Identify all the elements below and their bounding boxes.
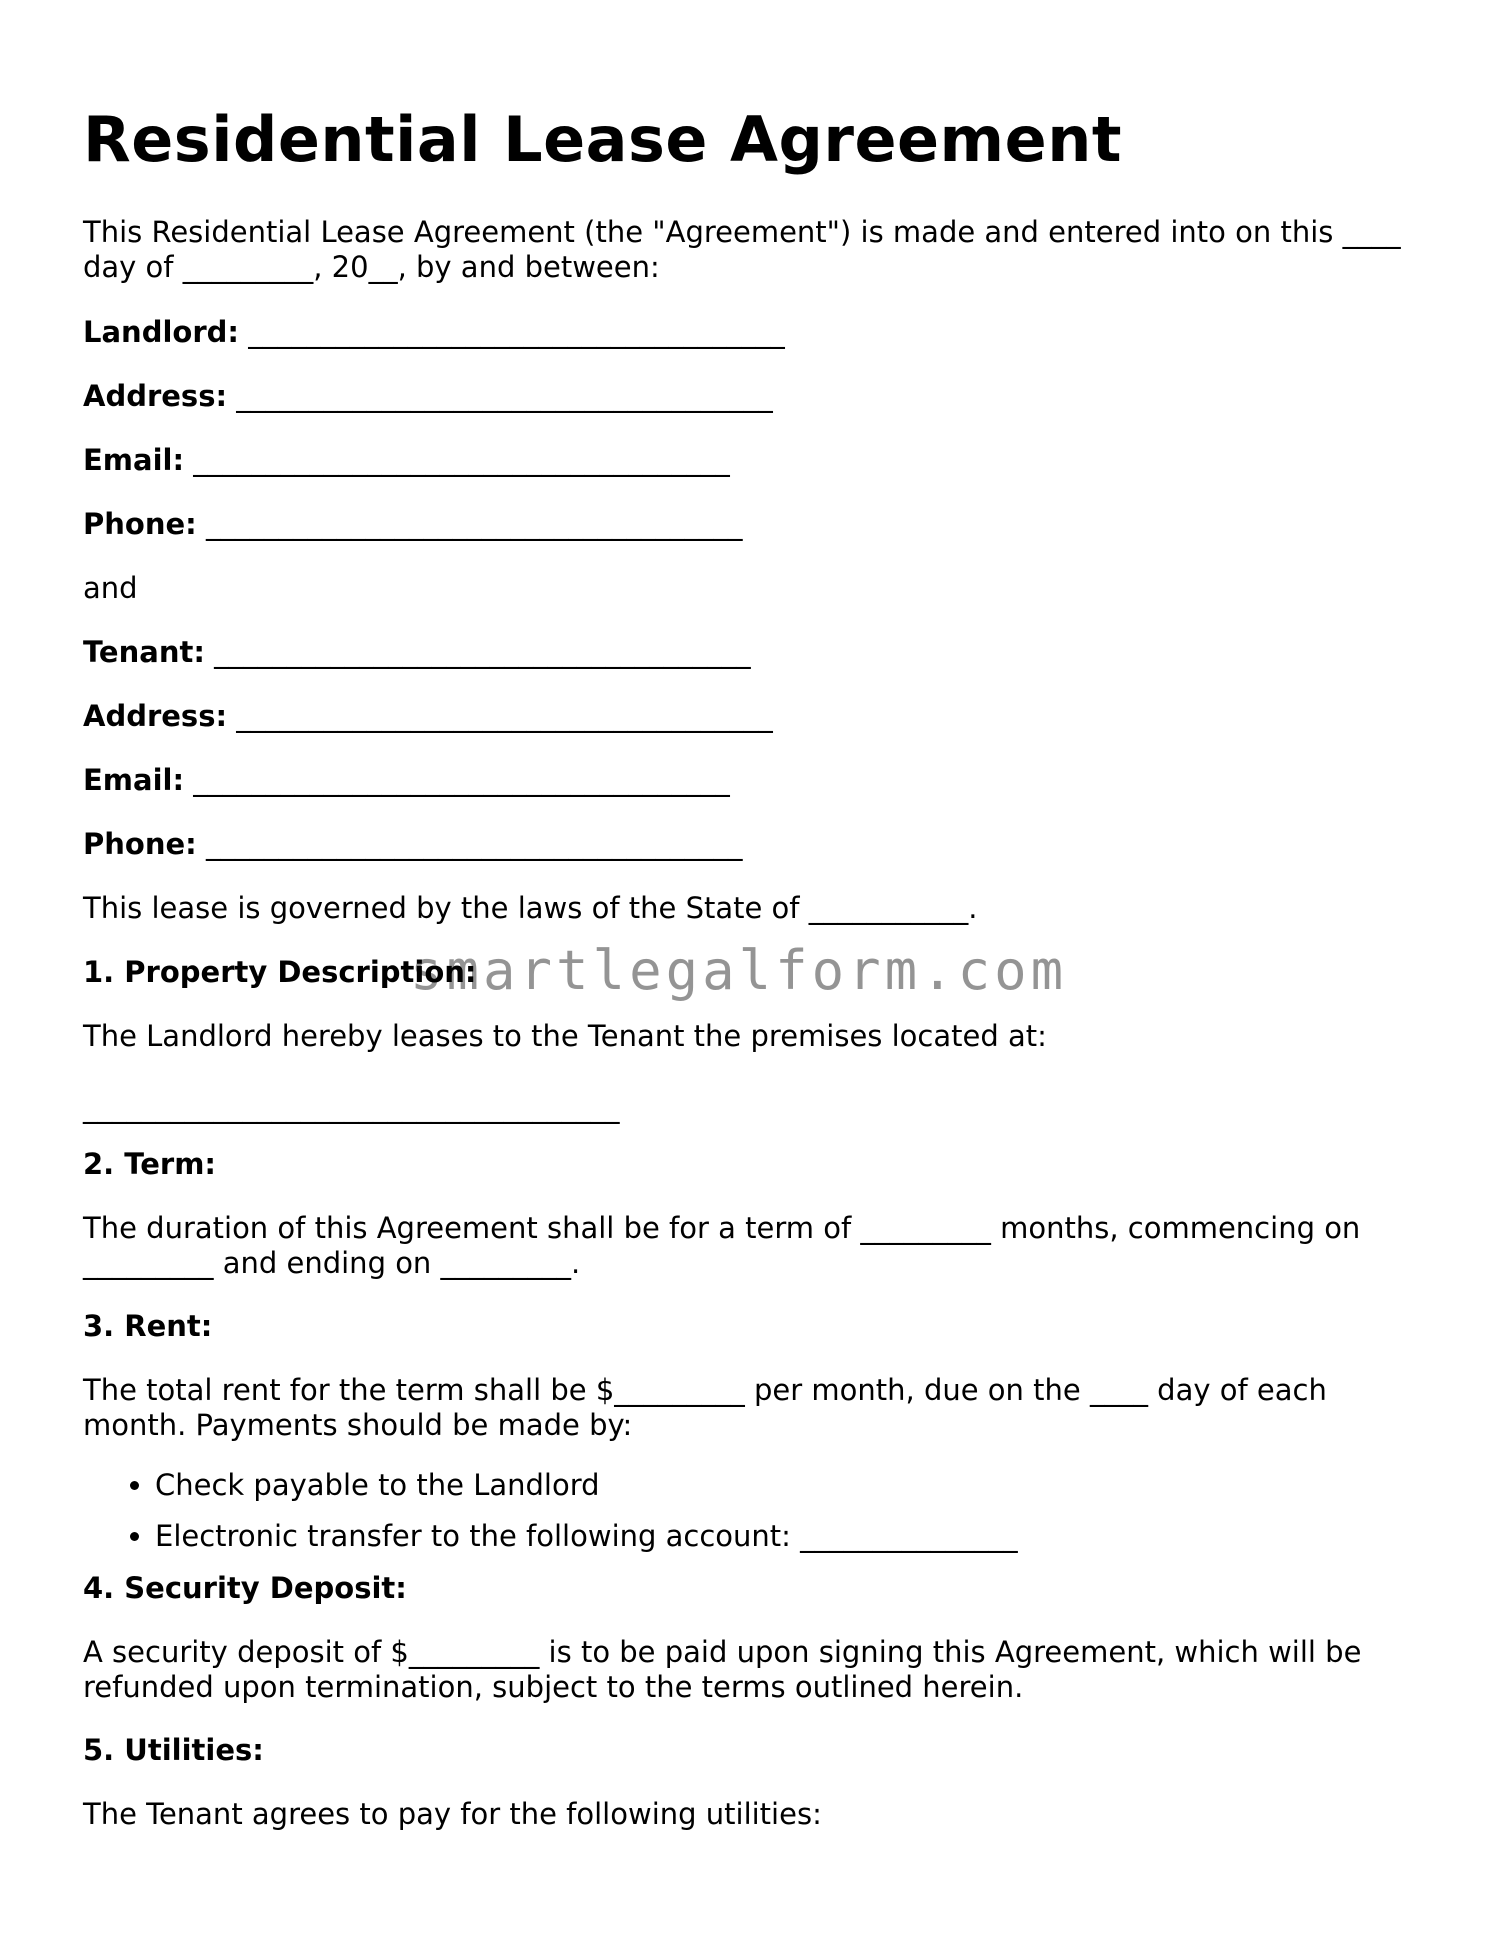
- section-heading-utilities: 5. Utilities:: [83, 1733, 264, 1767]
- landlord-address-label: Address:: [83, 379, 228, 413]
- governing-law-text: This lease is governed by the laws of the State of ___________.: [83, 891, 978, 925]
- tenant-name-label: Tenant:: [83, 635, 205, 669]
- tenant-email-field: [83, 763, 730, 798]
- landlord-email-label: Email:: [83, 443, 185, 477]
- landlord-name-label: Landlord:: [83, 315, 239, 349]
- section-heading-rent: 3. Rent:: [83, 1309, 213, 1343]
- deposit-line-1: A security deposit of $_________ is to be paid upon signing this Agreement, which will be: [83, 1635, 1362, 1669]
- term-line-2: _________ and ending on _________.: [83, 1246, 581, 1280]
- tenant-address-field: [83, 699, 773, 734]
- tenant-name-blank[interactable]: _____________________________________: [214, 635, 751, 669]
- landlord-email-field: [83, 443, 730, 478]
- landlord-name-field: [83, 315, 785, 350]
- payment-methods-list: [83, 1460, 1018, 1562]
- rent-line-1: The total rent for the term shall be $_________ per month, due on the ____ day of each: [83, 1373, 1327, 1407]
- tenant-phone-blank[interactable]: _____________________________________: [205, 827, 743, 861]
- rent-line-2: month. Payments should be made by:: [83, 1408, 633, 1442]
- list-item: • Check payable to the Landlord: [155, 1460, 1018, 1511]
- utilities-text: The Tenant agrees to pay for the following utilities:: [83, 1797, 822, 1831]
- tenant-name-field: [83, 635, 751, 670]
- landlord-phone-field: [83, 507, 742, 542]
- tenant-email-blank[interactable]: _____________________________________: [193, 763, 730, 797]
- list-item: • Electronic transfer to the following account: _______________: [155, 1511, 1018, 1562]
- landlord-address-field: [83, 379, 773, 414]
- watermark: smartlegalform.com: [410, 939, 1068, 1002]
- term-line-1: The duration of this Agreement shall be for a term of _________ months, commencing on: [83, 1211, 1361, 1245]
- deposit-line-2: refunded upon termination, subject to the terms outlined herein.: [83, 1670, 1024, 1704]
- landlord-email-blank[interactable]: _____________________________________: [193, 443, 730, 477]
- tenant-phone-field: [83, 827, 742, 862]
- landlord-phone-blank[interactable]: _____________________________________: [205, 507, 743, 541]
- intro-line-1: This Residential Lease Agreement (the "Agreement") is made and entered into on this ____: [83, 215, 1401, 249]
- intro-line-2: day of _________, 20__, by and between:: [83, 250, 660, 284]
- section-heading-property: 1. Property Description:: [83, 955, 477, 989]
- section-heading-term: 2. Term:: [83, 1147, 217, 1181]
- tenant-phone-label: Phone:: [83, 827, 197, 861]
- document-title: Residential Lease Agreement: [83, 103, 1122, 176]
- tenant-address-label: Address:: [83, 699, 228, 733]
- landlord-address-blank[interactable]: _____________________________________: [236, 379, 773, 413]
- and-connector: and: [83, 571, 138, 605]
- property-address-blank[interactable]: _____________________________________: [83, 1090, 620, 1124]
- property-text: The Landlord hereby leases to the Tenant the premises located at:: [83, 1019, 1047, 1053]
- landlord-name-blank[interactable]: _____________________________________: [248, 315, 785, 349]
- section-heading-deposit: 4. Security Deposit:: [83, 1571, 407, 1605]
- tenant-address-blank[interactable]: _____________________________________: [236, 699, 773, 733]
- landlord-phone-label: Phone:: [83, 507, 197, 541]
- tenant-email-label: Email:: [83, 763, 185, 797]
